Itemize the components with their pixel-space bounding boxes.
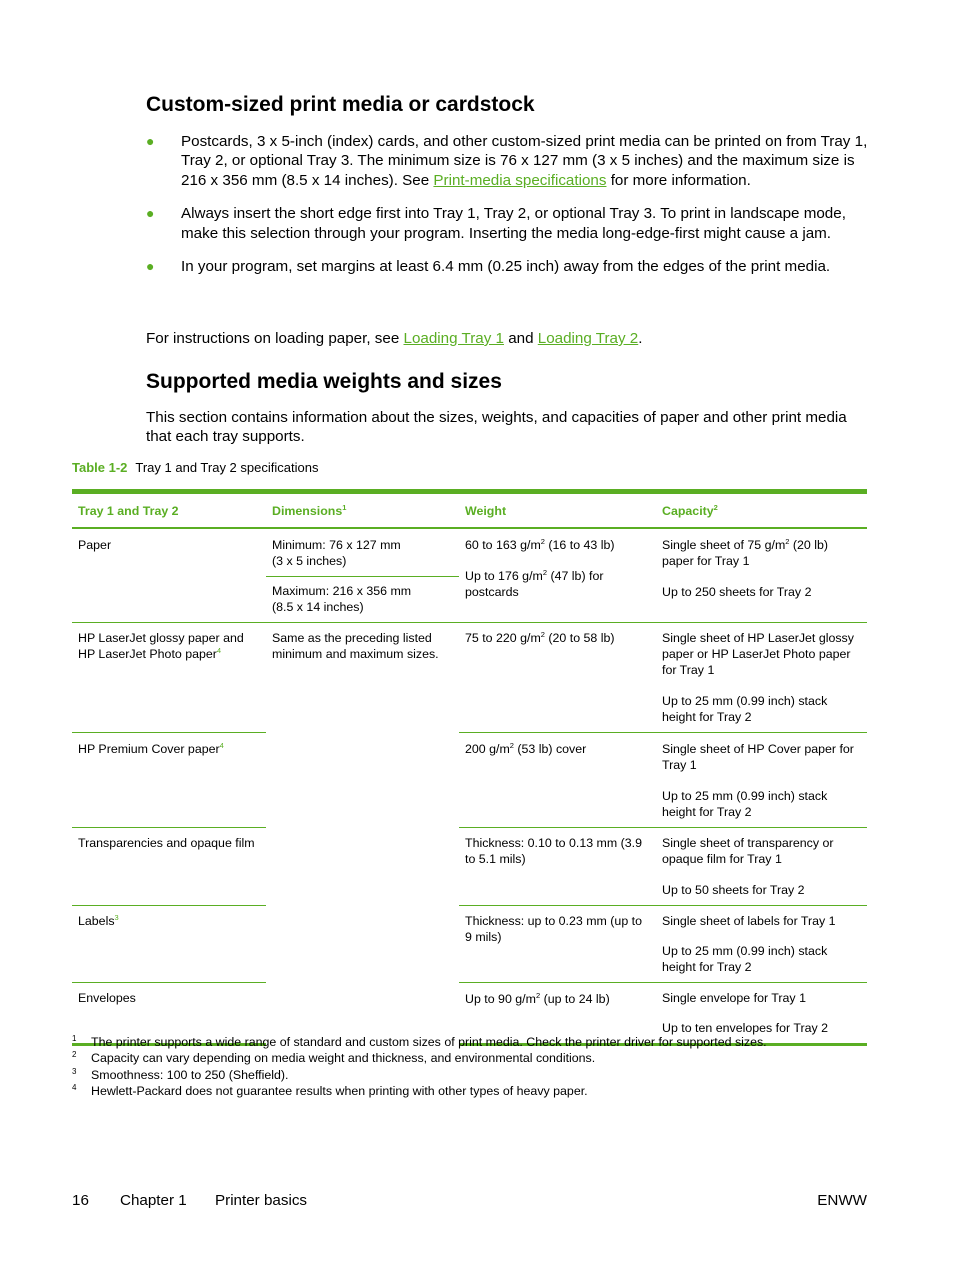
- section-title-custom-media: Custom-sized print media or cardstock: [146, 93, 535, 116]
- chapter-title: Printer basics: [215, 1192, 308, 1209]
- page-number: 16: [72, 1192, 89, 1209]
- media-glossy: HP LaserJet glossy paper and HP LaserJet Photo paper$^4$: [72, 623, 266, 733]
- media-labels: Labels$^3$: [72, 906, 266, 983]
- tray-specifications-table: [72, 489, 867, 1046]
- bullet-icon: ●: [146, 205, 155, 222]
- header-capacity: Capacity$^2$: [656, 492, 867, 529]
- table-row: [72, 828, 867, 906]
- envelopes-weight: Up to 90 $g/m^2$ (up to 24 lb): [459, 983, 656, 1045]
- bullet-list: [146, 132, 871, 290]
- shared-dimensions: Same as the preceding listed minimum and maximum sizes.: [272, 631, 439, 661]
- cover-capacity: Single sheet of HP Cover paper for Tray 1 Up to 25 mm (0.99 inch) stack height for Tray 2: [656, 733, 867, 828]
- glossy-capacity: Single sheet of HP LaserJet glossy paper or HP LaserJet Photo paper for Tray 1 Up to 25 mm (0.99 inch) stack height for Tray 2: [656, 623, 867, 733]
- footnote: 3 Smoothness: 100 to 250 (Sheffield).: [72, 1066, 289, 1082]
- media-envelopes: Envelopes: [72, 983, 266, 1045]
- page-footer: [72, 1192, 867, 1209]
- section-title-supported-media: Supported media weights and sizes: [146, 370, 502, 393]
- chapter-label: Chapter 1: [120, 1192, 187, 1209]
- footnotes: [72, 1034, 867, 1100]
- paper-weight: 60 to 163 $g/m^2$ (16 to 43 lb) Up to 176 $g/m^2$ (47 lb) for postcards: [459, 528, 656, 623]
- footnote: 1 The printer supports a wide range of standard and custom sizes of print media. Check the printer driver for supported sizes.: [72, 1034, 767, 1049]
- table-row: [72, 623, 867, 733]
- table-row: [72, 528, 867, 577]
- loading-instructions: For instructions on loading paper, see Loading Tray 1 and Loading Tray 2.: [146, 330, 643, 347]
- labels-capacity: Single sheet of labels for Tray 1 Up to 25 mm (0.99 inch) stack height for Tray 2: [656, 906, 867, 983]
- labels-weight: Thickness: up to 0.23 mm (up to 9 mils): [459, 906, 656, 983]
- table-row: [72, 906, 867, 983]
- glossy-weight: 75 to 220 $g/m^2$ (20 to 58 lb): [459, 623, 656, 733]
- header-weight: Weight: [459, 492, 656, 529]
- bullet-icon: ●: [146, 258, 155, 275]
- table-row: [72, 733, 867, 828]
- header-tray: Tray 1 and Tray 2: [72, 492, 266, 529]
- footnote: 2 Capacity can vary depending on media weight and thickness, and environmental conditions.: [72, 1050, 596, 1066]
- list-item: ● In your program, set margins at least 6.4 mm (0.25 inch) away from the edges of the print media.: [146, 258, 831, 276]
- envelopes-capacity: Single envelope for Tray 1 Up to ten envelopes for Tray 2: [656, 983, 867, 1045]
- header-dimensions: Dimensions$^1$: [266, 492, 459, 529]
- media-paper: Paper: [72, 528, 266, 623]
- paper-dimensions-min: Minimum: 76 x 127 mm (3 x 5 inches): [266, 528, 459, 577]
- table-caption: [72, 460, 318, 475]
- list-item: ● Postcards, 3 x 5-inch (index) cards, and other custom-sized print media can be printed on from Tray 1, Tray 2, or optional Tray 3. The minimum size is 76 x 127 mm (3 x 5 inches) and the maximum size is 216 x 356 mm (8.5 x 14 inches). See Print-media specifications for more information.: [146, 133, 868, 189]
- paper-dimensions-max: Maximum: 216 x 356 mm (8.5 x 14 inches): [266, 577, 459, 623]
- loading-tray-1-link[interactable]: Loading Tray 1: [403, 330, 504, 347]
- media-cover: HP Premium Cover paper$^4$: [72, 733, 266, 828]
- transparencies-weight: Thickness: 0.10 to 0.13 mm (3.9 to 5.1 mils): [459, 828, 656, 906]
- cover-weight: 200 $g/m^2$ (53 lb) cover: [459, 733, 656, 828]
- table-header-row: [72, 492, 867, 529]
- table-number: Table 1-2: [72, 460, 128, 475]
- bullet-icon: ●: [146, 133, 155, 149]
- loading-tray-2-link[interactable]: Loading Tray 2: [537, 330, 639, 347]
- footnote: 4 Hewlett-Packard does not guarantee results when printing with other types of heavy paper.: [72, 1083, 588, 1099]
- media-transparencies: Transparencies and opaque film: [72, 828, 266, 906]
- table-caption-text: Tray 1 and Tray 2 specifications: [135, 460, 319, 475]
- transparencies-capacity: Single sheet of transparency or opaque film for Tray 1 Up to 50 sheets for Tray 2: [656, 828, 867, 906]
- footer-right-label: ENWW: [817, 1192, 867, 1209]
- section-intro: This section contains information about the sizes, weights, and capacities of paper and other print media that each tray supports.: [146, 409, 847, 446]
- list-item: ● Always insert the short edge first into Tray 1, Tray 2, or optional Tray 3. To print in landscape mode, make this selection through your program. Inserting the media long-edge-first might cause a jam.: [146, 205, 846, 242]
- print-media-specifications-link[interactable]: Print-media specifications: [433, 171, 607, 189]
- paper-capacity: Single sheet of 75 $g/m^2$ (20 lb) paper for Tray 1 Up to 250 sheets for Tray 2: [656, 528, 867, 623]
